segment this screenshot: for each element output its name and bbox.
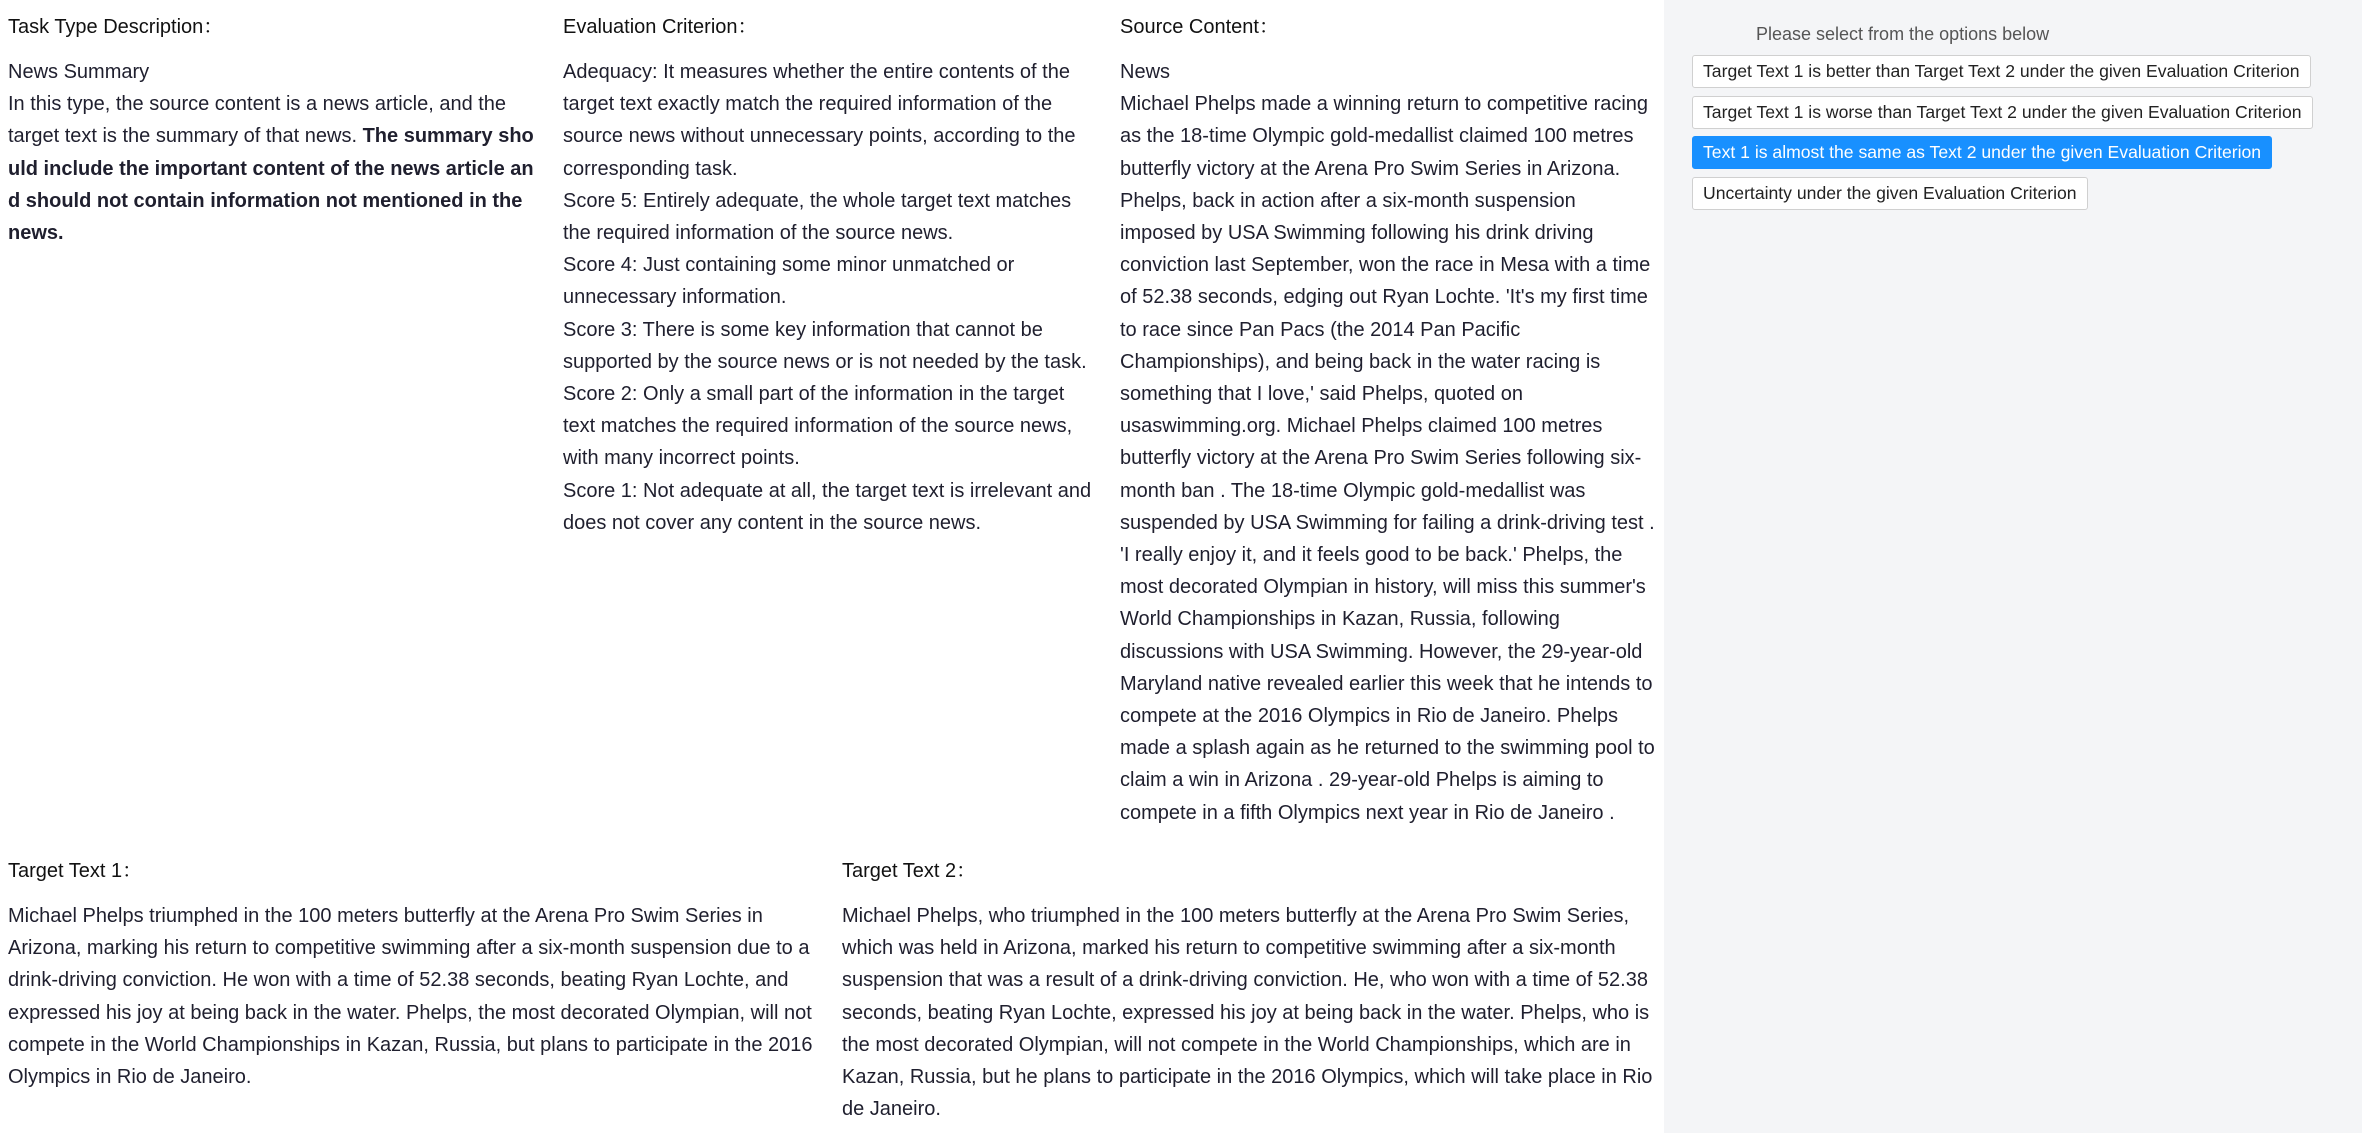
- options-list: [1692, 55, 2313, 217]
- criterion-score-2: Score 2: Only a small part of the information in the target text matches the required information of the source news, with many incorrect points.: [563, 383, 1073, 470]
- target-text-2-heading: Target Text 2：: [842, 860, 977, 882]
- criterion-definition: Adequacy: It measures whether the entire contents of the target text exactly match the required information of the source news without unnecessary points, according to the corresponding task.: [563, 61, 1076, 180]
- option-almost-same-button[interactable]: Text 1 is almost the same as Text 2 under the given Evaluation Criterion: [1692, 136, 2272, 169]
- criterion-score-3: Score 3: There is some key information that cannot be supported by the source news or is not needed by the task.: [563, 318, 1087, 373]
- target-text-1-heading: Target Text 1：: [8, 860, 143, 882]
- task-description-text: [8, 88, 538, 249]
- task-description-section: [8, 13, 538, 249]
- source-content-text: Michael Phelps made a winning return to competitive racing as the 18-time Olympic gold-medallist claimed 100 metres butterfly victory at the Arena Pro Swim Series in Arizona. Phelps, back in action after a six-month suspension imposed by USA Swimming following his drink driving conviction last September, won the race in Mesa with a time of 52.38 seconds, edging out Ryan Lochte. 'It's my first time to race since Pan Pacs (the 2014 Pan Pacific Championships), and being back in the water racing is something that I love,' said Phelps, quoted on usaswimming.org. Michael Phelps claimed 100 metres butterfly victory at the Arena Pro Swim Series following six-month ban . The 18-time Olympic gold-medallist was suspended by USA Swimming for failing a drink-driving test . 'I really enjoy it, and it feels good to be back.' Phelps, the most decorated Olympian in history, will miss this summer's World Championships in Kazan, Russia, following discussions with USA Swimming. However, the 29-year-old Maryland native revealed earlier this week that he intends to compete at the 2016 Olympics in Rio de Janeiro. Phelps made a splash again as he returned to the swimming pool to claim a win in Arizona . 29-year-old Phelps is aiming to compete in a fifth Olympics next year in Rio de Janeiro .: [1120, 93, 1655, 824]
- source-content-section: [1120, 13, 1655, 829]
- option-text1-worse-button[interactable]: Target Text 1 is worse than Target Text 2 under the given Evaluation Criterion: [1692, 96, 2313, 129]
- target-text-2-body: Michael Phelps, who triumphed in the 100 meters butterfly at the Arena Pro Swim Series, which was held in Arizona, marked his return to competitive swimming after a six-month suspension that was a result of a drink-driving conviction. He, who won with a time of 52.38 seconds, beating Ryan Lochte, expressed his joy at being back in the water. Phelps, who is the most decorated Olympian, will not compete in the World Championships, which are in Kazan, Russia, but he plans to participate in the 2016 Olympics, which will take place in Rio de Janeiro.: [842, 905, 1653, 1121]
- task-type-title: News Summary: [8, 61, 150, 83]
- source-content-heading: Source Content：: [1120, 16, 1279, 38]
- target-text-2-section: [842, 857, 1654, 1125]
- evaluation-criterion-section: [563, 13, 1095, 539]
- target-text-1-body: Michael Phelps triumphed in the 100 meters butterfly at the Arena Pro Swim Series in Arizona, marking his return to competitive swimming after a six-month suspension due to a drink-driving conviction. He won with a time of 52.38 seconds, beating Ryan Lochte, and expressed his joy at being back in the water. Phelps, the most decorated Olympian, will not compete in the World Championships in Kazan, Russia, but plans to participate in the 2016 Olympics in Rio de Janeiro.: [8, 905, 813, 1089]
- criterion-score-5: Score 5: Entirely adequate, the whole target text matches the required information of the source news.: [563, 189, 1072, 245]
- option-uncertainty-button[interactable]: Uncertainty under the given Evaluation Criterion: [1692, 177, 2088, 210]
- task-description-bold: The summary should include the important content of the news article and should not contain information not mentioned in the news.: [8, 125, 534, 245]
- selection-prompt: Please select from the options below: [1756, 24, 2050, 44]
- option-text1-better-button[interactable]: Target Text 1 is better than Target Text 2 under the given Evaluation Criterion: [1692, 55, 2311, 88]
- criterion-score-4: Score 4: Just containing some minor unmatched or unnecessary information.: [563, 254, 1015, 309]
- task-description-heading: Task Type Description：: [8, 16, 224, 38]
- evaluation-criterion-heading: Evaluation Criterion：: [563, 16, 758, 38]
- criterion-score-1: Score 1: Not adequate at all, the target text is irrelevant and does not cover any content in the source news.: [563, 479, 1092, 534]
- target-text-1-section: [8, 857, 818, 1093]
- task-description-normal: In this type, the source content is a news article, and the target text is the summary of that news.: [8, 93, 507, 148]
- source-content-title: News: [1120, 61, 1171, 83]
- selection-panel: [1664, 0, 2362, 1133]
